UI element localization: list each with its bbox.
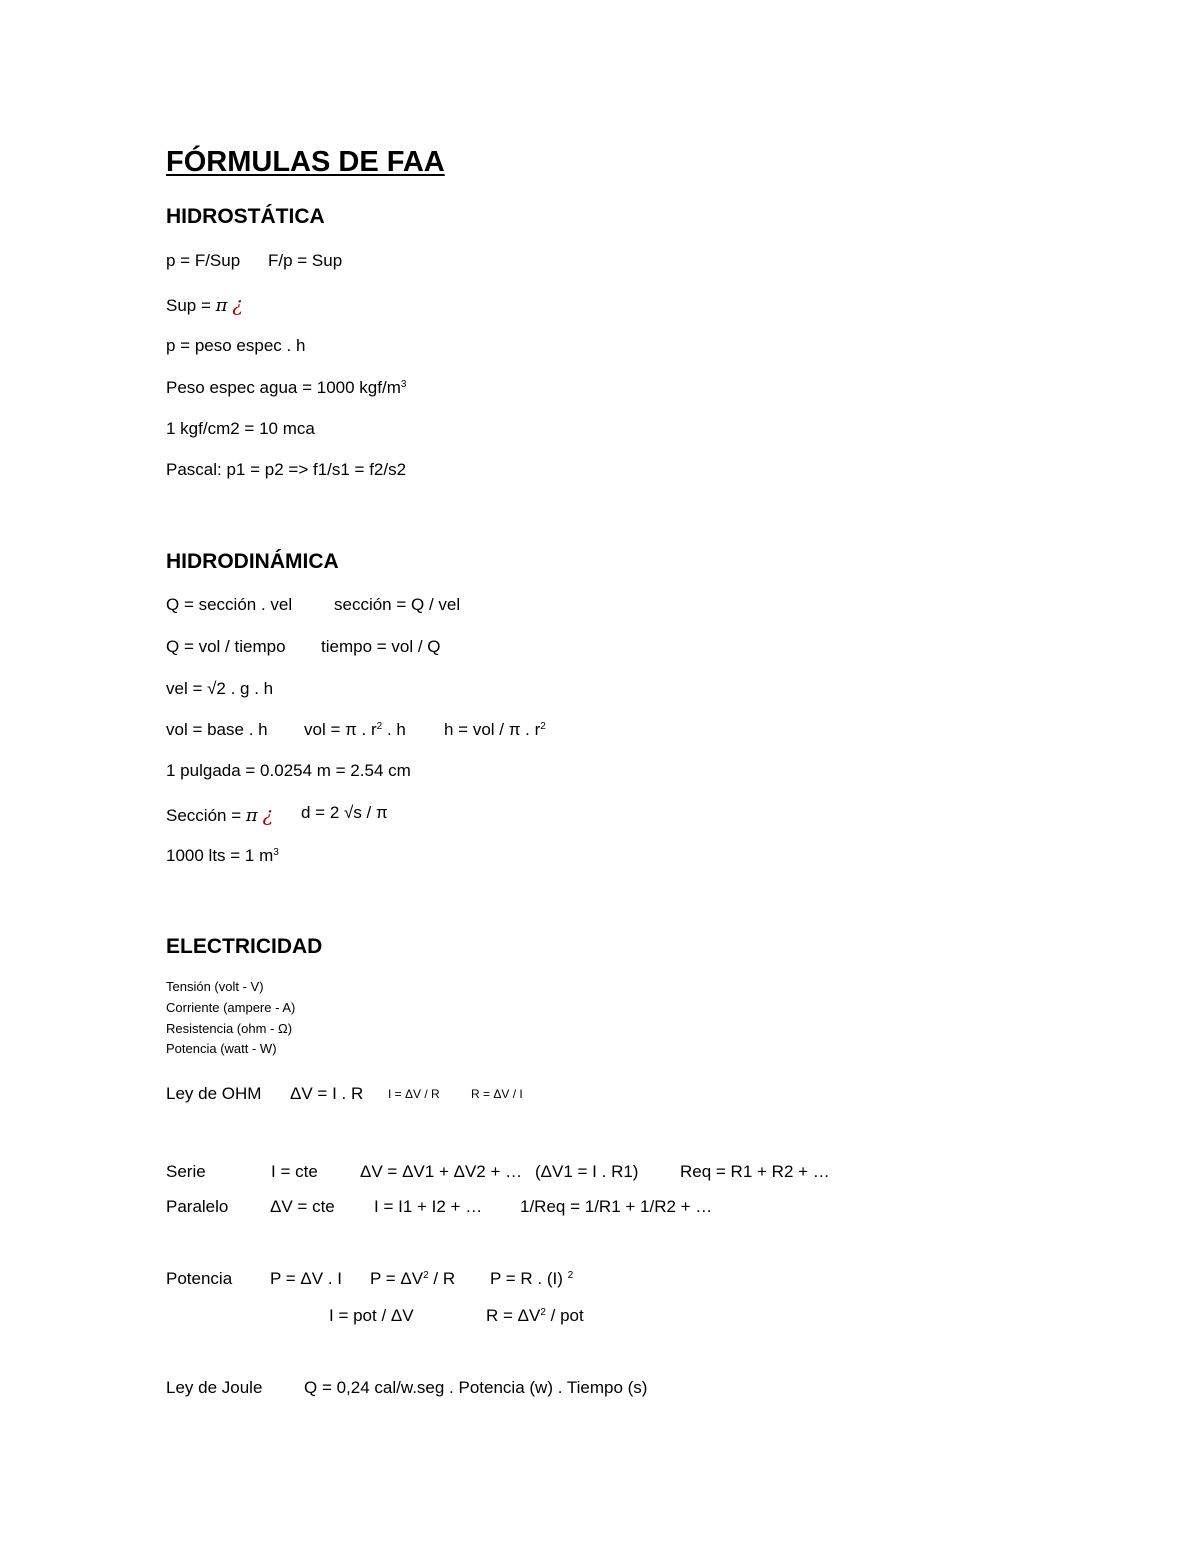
superscript: 2 — [376, 721, 383, 732]
paralelo-resistance: 1/Req = 1/R1 + 1/R2 + … — [520, 1197, 713, 1216]
formula-section-circle — [166, 804, 273, 825]
formula-text: . h — [382, 720, 406, 739]
formula-pascal: Pascal: p1 = p2 => f1/s1 = f2/s2 — [166, 460, 407, 479]
paralelo-label: Paralelo — [166, 1197, 229, 1216]
serie-resistance: Req = R1 + R2 + … — [680, 1162, 830, 1181]
formula-inch: 1 pulgada = 0.0254 m = 2.54 cm — [166, 761, 411, 780]
pi-symbol: π — [245, 805, 258, 826]
superscript: 2 — [567, 1270, 574, 1281]
formula-section: sección = Q / vel — [334, 595, 461, 614]
ohm-formula-r: R = ΔV / I — [471, 1087, 523, 1101]
formula-kgf-mca: 1 kgf/cm2 = 10 mca — [166, 419, 315, 438]
potencia-formula-2 — [370, 1270, 455, 1287]
formula-text: / R — [428, 1269, 456, 1288]
pi-symbol: π — [215, 295, 228, 316]
paralelo-current: I = I1 + I2 + … — [374, 1197, 483, 1216]
missing-symbol-glyph: ¿ — [262, 802, 274, 826]
unit-potencia: Potencia (watt - W) — [166, 1041, 277, 1056]
formula-flow-section: Q = sección . vel — [166, 595, 293, 614]
potencia-resistance — [486, 1307, 584, 1324]
heading-electricidad: ELECTRICIDAD — [166, 935, 323, 958]
ohm-label: Ley de OHM — [166, 1084, 262, 1103]
formula-text: Sección = — [166, 806, 246, 825]
formula-diameter: d = 2 √s / π — [301, 803, 388, 822]
formula-liters — [166, 847, 279, 864]
potencia-current: I = pot / ΔV — [329, 1306, 414, 1325]
serie-label: Serie — [166, 1162, 206, 1181]
unit-resistencia: Resistencia (ohm - Ω) — [166, 1021, 293, 1036]
joule-label: Ley de Joule — [166, 1378, 263, 1397]
missing-symbol-glyph: ¿ — [232, 292, 243, 316]
formula-volume-cylinder — [304, 721, 406, 738]
heading-hidrodinamica: HIDRODINÁMICA — [166, 550, 339, 573]
formula-water-weight — [166, 379, 406, 396]
potencia-formula-1: P = ΔV . I — [270, 1269, 342, 1288]
formula-text: vol = π . r — [304, 720, 377, 739]
formula-text: h = vol / π . r — [444, 720, 541, 739]
formula-surface: F/p = Sup — [268, 251, 343, 270]
serie-voltage-note: (ΔV1 = I . R1) — [535, 1162, 639, 1181]
formula-text: P = R . (I) — [490, 1269, 568, 1288]
document-title: FÓRMULAS DE FAA — [166, 146, 445, 178]
formula-text: P = ΔV — [370, 1269, 424, 1288]
formula-pressure: p = F/Sup — [166, 251, 241, 270]
formula-text: Sup = — [166, 296, 216, 315]
unit-corriente: Corriente (ampere - A) — [166, 1000, 296, 1015]
serie-current: I = cte — [271, 1162, 318, 1181]
ohm-formula-i: I = ΔV / R — [388, 1087, 440, 1101]
heading-hidrostatica: HIDROSTÁTICA — [166, 205, 325, 228]
formula-text: / pot — [545, 1306, 584, 1325]
formula-time: tiempo = vol / Q — [321, 637, 441, 656]
ohm-formula-v: ΔV = I . R — [290, 1084, 364, 1103]
formula-flow-volume: Q = vol / tiempo — [166, 637, 286, 656]
potencia-label: Potencia — [166, 1269, 233, 1288]
formula-velocity: vel = √2 . g . h — [166, 679, 274, 698]
unit-tension: Tensión (volt - V) — [166, 979, 264, 994]
superscript: 2 — [540, 1307, 546, 1318]
superscript: 2 — [540, 721, 546, 732]
formula-volume-base: vol = base . h — [166, 720, 268, 739]
formula-text: Peso espec agua = 1000 kgf/m — [166, 378, 401, 397]
formula-text: 1000 lts = 1 m — [166, 846, 274, 865]
superscript: 3 — [273, 847, 279, 858]
formula-pressure-weight: p = peso espec . h — [166, 336, 306, 355]
paralelo-voltage: ΔV = cte — [270, 1197, 335, 1216]
serie-voltage: ΔV = ΔV1 + ΔV2 + … — [360, 1162, 523, 1181]
superscript: 3 — [400, 379, 407, 390]
superscript: 2 — [423, 1270, 429, 1281]
formula-sup-circle — [166, 294, 243, 315]
potencia-formula-3 — [490, 1270, 573, 1287]
formula-height — [444, 721, 546, 738]
formula-text: R = ΔV — [486, 1306, 541, 1325]
joule-formula: Q = 0,24 cal/w.seg . Potencia (w) . Tiempo (s) — [304, 1378, 648, 1397]
